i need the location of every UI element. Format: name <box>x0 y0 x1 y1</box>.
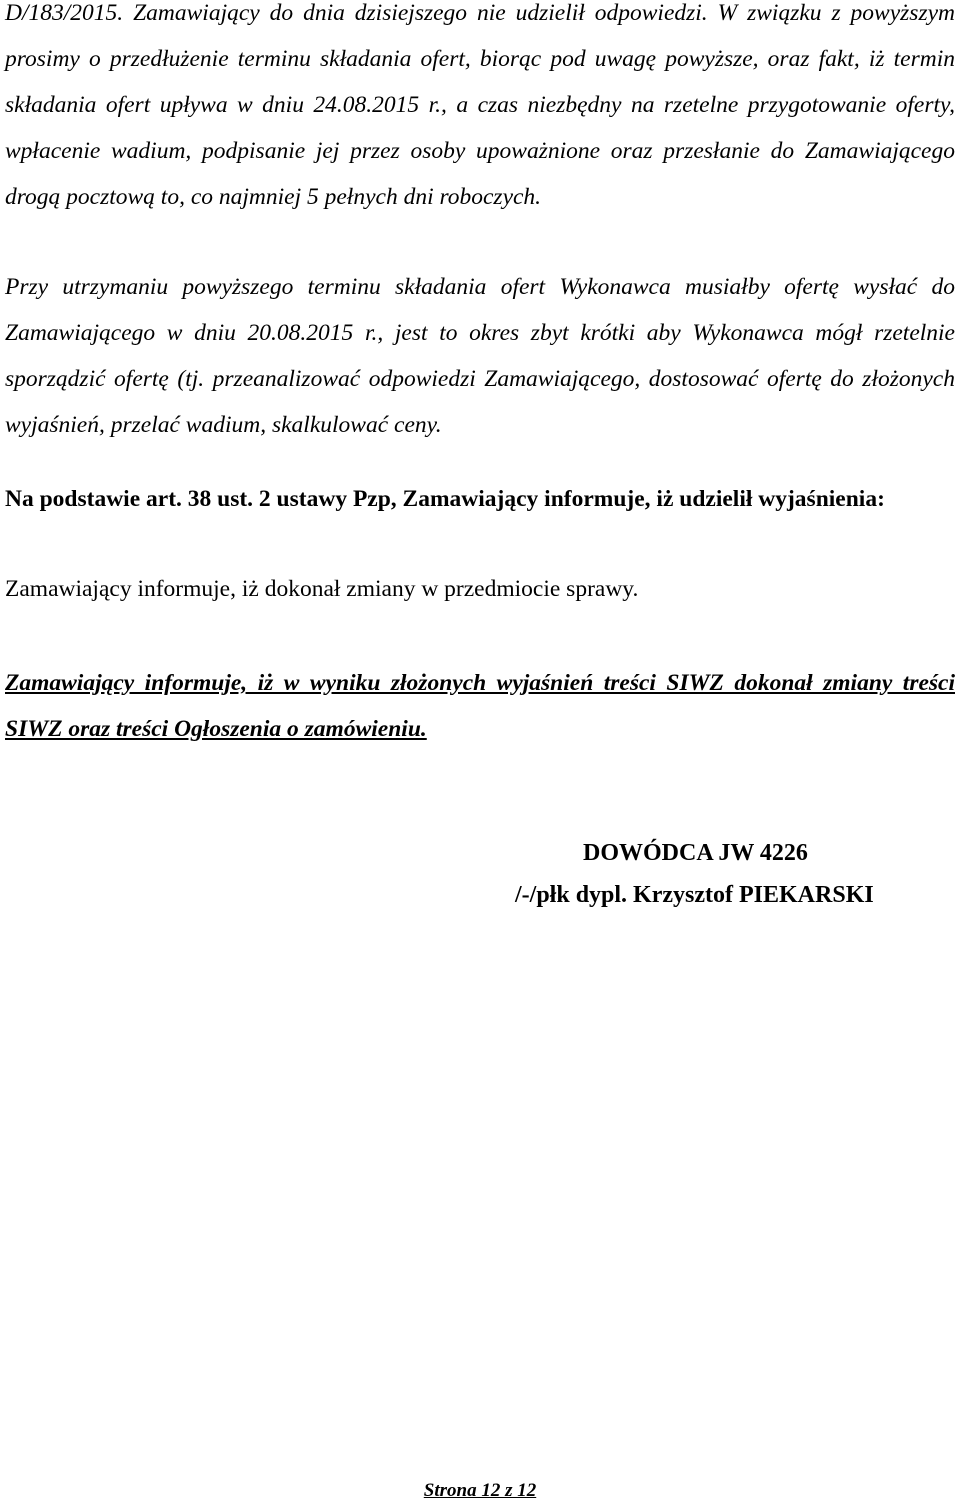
answer-paragraph: Zamawiający informuje, iż dokonał zmiany w przedmiocie sprawy. <box>5 576 639 602</box>
signature-title: DOWÓDCA JW 4226 <box>583 840 808 866</box>
page-number-footer: Strona 12 z 12 <box>423 1480 537 1501</box>
legal-basis-heading: Na podstawie art. 38 ust. 2 ustawy Pzp, Zamawiający informuje, iż udzielił wyjaśnienia: <box>5 486 885 512</box>
siwz-change-notice: Zamawiający informuje, iż w wyniku złożonych wyjaśnień treści SIWZ dokonał zmiany treści SIWZ oraz treści Ogłoszenia o zamówieniu. <box>5 670 955 742</box>
signature-name: /-/płk dypl. Krzysztof PIEKARSKI <box>515 882 874 908</box>
question-continuation-paragraph: Przy utrzymaniu powyższego terminu składania ofert Wykonawca musiałby ofertę wysłać do Zamawiającego w dniu 20.08.2015 r., jest to okres zbyt krótki aby Wykonawca mógł rzetelnie sporządzić ofertę (tj. przeanalizować odpowiedzi Zamawiającego, dostosować ofertę do złożonych wyjaśnień, przelać wadium, skalkulować ceny. <box>5 274 955 438</box>
question-paragraph: D/183/2015. Zamawiający do dnia dzisiejszego nie udzielił odpowiedzi. W związku z powyższym prosimy o przedłużenie terminu składania ofert, biorąc pod uwagę powyższe, oraz fakt, iż termin składania ofert upływa w dniu 24.08.2015 r., a czas niezbędny na rzetelne przygotowanie oferty, wpłacenie wadium, podpisanie jej przez osoby upoważnione oraz przesłanie do Zamawiającego drogą pocztową to, co najmniej 5 pełnych dni roboczych. <box>5 0 955 210</box>
